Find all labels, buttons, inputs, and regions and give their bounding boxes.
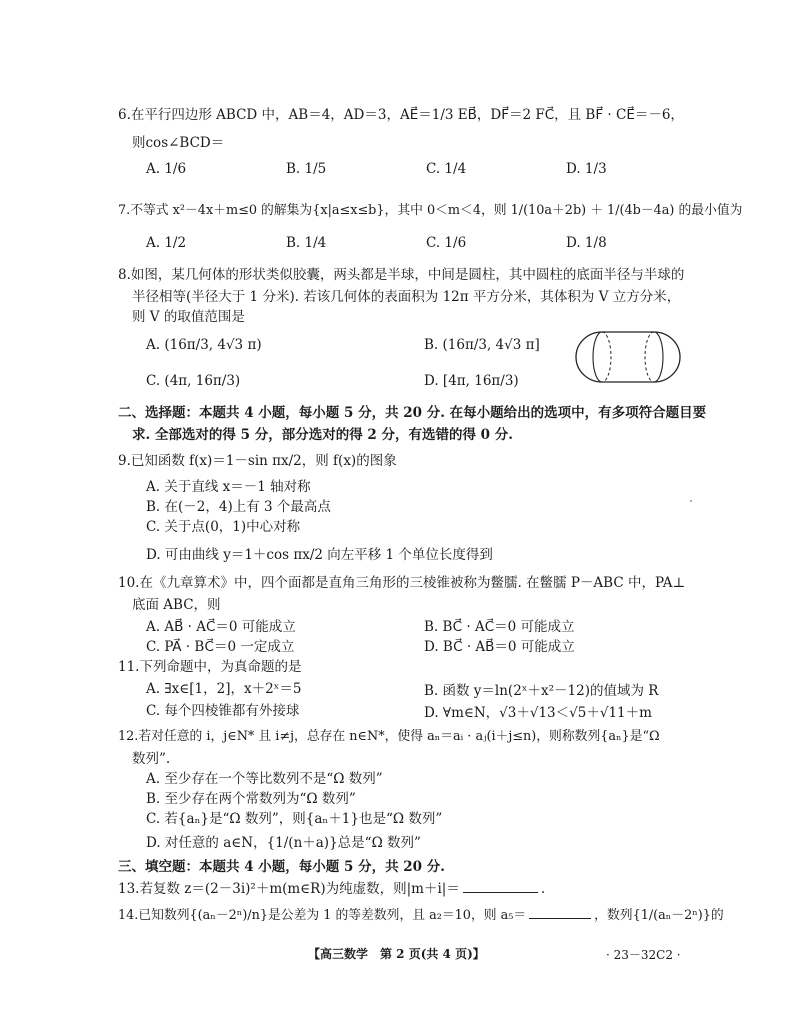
q14-suffix: ，数列{1/(aₙ－2ⁿ)}的 xyxy=(594,908,724,923)
q12-option-b: B. 至少存在两个常数列为“Ω 数列” xyxy=(146,791,356,807)
q8-line1: 8.如图，某几何体的形状类似胶囊，两头都是半球，中间是圆柱，其中圆柱的底面半径与半球的 xyxy=(118,267,685,283)
q8-option-c: C. (4π, 16π/3) xyxy=(146,373,241,389)
q6-line2: 则cos∠BCD＝ xyxy=(132,135,225,151)
q8-line2: 半径相等(半径大于 1 分米). 若该几何体的表面积为 12π 平方分米，其体积为 V 立方分米， xyxy=(132,289,681,305)
q12-option-c: C. 若{aₙ}是“Ω 数列”，则{aₙ＋1}也是“Ω 数列” xyxy=(146,811,443,827)
q9-line1: 9.已知函数 f(x)＝1－sin πx/2，则 f(x)的图象 xyxy=(118,453,397,469)
q11-option-b: B. 函数 y＝ln(2ˣ＋x²－12)的值域为 R xyxy=(424,683,659,699)
q6-option-a: A. 1/6 xyxy=(146,161,187,177)
q12-line1: 12.若对任意的 i，j∈N* 且 i≠j，总存在 n∈N*，使得 aₙ＝aᵢ · aⱼ(i＋j≤n)，则称数列{aₙ}是“Ω xyxy=(118,729,660,744)
section2-heading-line2: 求. 全部选对的得 5 分，部分选对的得 2 分，有选错的得 0 分. xyxy=(132,427,513,443)
q11-option-d: D. ∀m∈N，√3＋√13＜√5＋√11＋m xyxy=(424,705,652,721)
q6-option-b: B. 1/5 xyxy=(286,161,327,177)
q7-option-c: C. 1/6 xyxy=(426,235,467,251)
q6-line1: 6.在平行四边形 ABCD 中，AB＝4，AD＝3，AE⃗＝1/3 EB⃗，DF⃗＝2 FC⃗，且 BF⃗ · CE⃗＝－6， xyxy=(118,107,684,123)
footer-page-info: 【高三数学 第 2 页(共 4 页)】 xyxy=(308,947,485,961)
q13-prefix: 13.若复数 z＝(2－3i)²＋m(m∈R)为纯虚数，则|m＋i|＝ xyxy=(118,881,460,897)
q7-option-d: D. 1/8 xyxy=(566,235,607,251)
q8-option-d: D. [4π, 16π/3) xyxy=(424,373,519,389)
scan-speck xyxy=(690,500,692,502)
q10-option-a: A. AB⃗ · AC⃗＝0 可能成立 xyxy=(146,619,296,635)
q14-answer-blank[interactable] xyxy=(529,906,591,919)
q10-option-d: D. BC⃗ · AB⃗＝0 可能成立 xyxy=(424,639,575,655)
q10-option-b: B. BC⃗ · AC⃗＝0 可能成立 xyxy=(424,619,575,635)
q9-option-d: D. 可由曲线 y＝1＋cos πx/2 向左平移 1 个单位长度得到 xyxy=(146,547,493,563)
q6-option-c: C. 1/4 xyxy=(426,161,467,177)
q8-option-b: B. (16π/3, 4√3 π] xyxy=(424,337,540,353)
q9-option-c: C. 关于点(0，1)中心对称 xyxy=(146,519,301,535)
capsule-figure xyxy=(572,326,684,388)
q7-option-a: A. 1/2 xyxy=(146,235,187,251)
q7-line1: 7.不等式 x²－4x＋m≤0 的解集为{x|a≤x≤b}，其中 0＜m＜4，则 1/(10a＋2b) ＋ 1/(4b－4a) 的最小值为 xyxy=(118,203,743,218)
q9-option-a: A. 关于直线 x＝－1 轴对称 xyxy=(146,479,311,495)
footer-code: · 23－32C2 · xyxy=(606,948,681,962)
q8-option-a: A. (16π/3, 4√3 π) xyxy=(146,337,262,353)
q13-line xyxy=(118,880,545,898)
q11-option-a: A. ∃x∈[1，2]，x＋2ˣ＝5 xyxy=(146,681,302,697)
q10-line2: 底面 ABC，则 xyxy=(132,597,221,613)
q13-answer-blank[interactable] xyxy=(463,880,538,893)
q11-line1: 11.下列命题中，为真命题的是 xyxy=(118,659,302,675)
q13-suffix: . xyxy=(540,881,546,897)
q12-option-d: D. 对任意的 a∈N，{1/(n＋a)}总是“Ω 数列” xyxy=(146,835,421,851)
q10-option-c: C. PA⃗ · BC⃗＝0 一定成立 xyxy=(146,639,295,655)
q10-line1: 10.在《九章算术》中，四个面都是直角三角形的三棱锥被称为鳖臑. 在鳖臑 P－ABC 中，PA⊥ xyxy=(118,575,686,591)
q12-line2: 数列”. xyxy=(132,751,171,767)
section3-heading: 三、填空题：本题共 4 小题，每小题 5 分，共 20 分. xyxy=(118,859,445,875)
q14-line xyxy=(118,906,724,925)
section2-heading-line1: 二、选择题：本题共 4 小题，每小题 5 分，共 20 分. 在每小题给出的选项中，有多项符合题目要 xyxy=(118,405,707,421)
q9-option-b: B. 在(－2，4)上有 3 个最高点 xyxy=(146,499,331,515)
q12-option-a: A. 至少存在一个等比数列不是“Ω 数列” xyxy=(146,771,383,787)
q8-line3: 则 V 的取值范围是 xyxy=(132,309,245,325)
q11-option-c: C. 每个四棱锥都有外接球 xyxy=(146,703,300,719)
q6-option-d: D. 1/3 xyxy=(566,161,607,177)
q7-option-b: B. 1/4 xyxy=(286,235,327,251)
q14-prefix: 14.已知数列{(aₙ－2ⁿ)/n}是公差为 1 的等差数列，且 a₂＝10，则 a₅＝ xyxy=(118,908,527,923)
